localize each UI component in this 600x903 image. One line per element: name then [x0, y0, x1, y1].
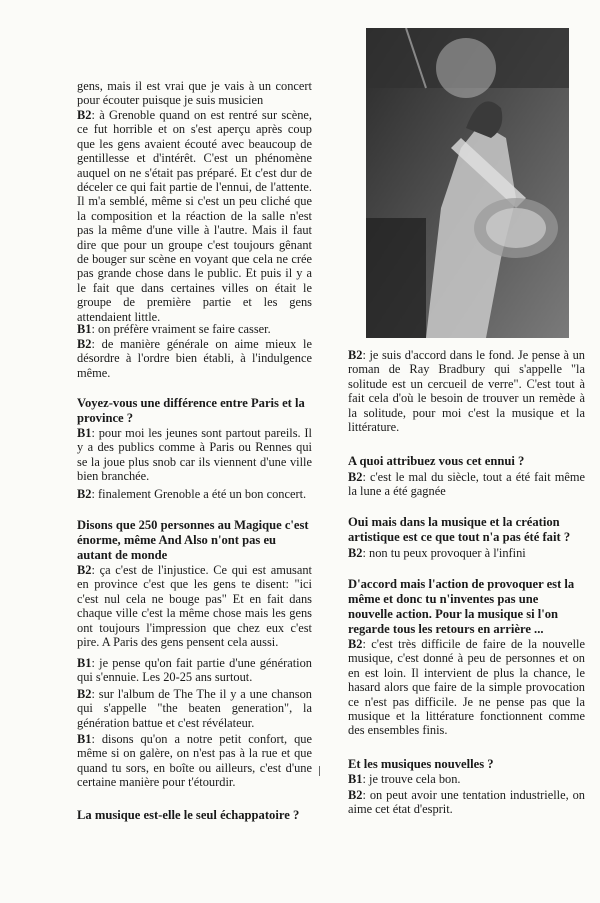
paragraph — [348, 772, 585, 786]
question-heading: A quoi attribuez vous cet ennui ? — [348, 454, 525, 468]
paragraph — [348, 637, 585, 738]
paragraph-text: : disons qu'on a notre petit confort, que même si on galère, on n'est pas à la rue et que quand tu sors, en boîte ou ailleurs, c'est d'une certaine manière pour t'étourdir. — [77, 732, 312, 790]
speaker-label: B2 — [77, 563, 92, 577]
question-heading: La musique est-elle le seul échappatoire ? — [77, 808, 300, 822]
paragraph-text: : on peut avoir une tentation industrielle, on aime cet état d'esprit. — [348, 788, 585, 817]
paragraph — [77, 732, 312, 790]
paragraph — [77, 108, 312, 324]
paragraph-text: : sur l'album de The The il y a une chanson qui s'appelle "the beaten generation", la génération battue et c'est révélateur. — [77, 687, 312, 730]
speaker-label: B2 — [348, 348, 363, 362]
question-heading: Oui mais dans la musique et la création artistique est ce que tout n'a pas été fait ? — [348, 515, 571, 544]
speaker-label: B1 — [77, 322, 92, 336]
paragraph-text: : on préfère vraiment se faire casser. — [91, 322, 271, 336]
question-heading: Voyez-vous une différence entre Paris et la province ? — [77, 396, 305, 425]
paragraph-text: : non tu peux provoquer à l'infini — [362, 546, 526, 560]
speaker-label: B2 — [77, 487, 92, 501]
paragraph-text: : pour moi les jeunes sont partout pareils. Il y a des publics comme à Paris ou Rennes qui se la joue plus snob car ils viennent d'une ville bien branchée. — [77, 426, 312, 484]
question-heading: Et les musiques nouvelles ? — [348, 757, 494, 771]
paragraph-text: : de manière générale on aime mieux le désordre à l'ordre bien établi, à l'indulgence même. — [77, 337, 312, 380]
speaker-label: B2 — [77, 108, 92, 122]
speaker-label: B2 — [77, 687, 92, 701]
speaker-label: B2 — [348, 637, 363, 651]
speaker-label: B2 — [348, 546, 363, 560]
speaker-label: B2 — [77, 337, 92, 351]
paragraph — [348, 546, 585, 560]
paragraph — [348, 348, 585, 434]
paragraph — [348, 788, 585, 817]
paragraph — [348, 470, 585, 499]
paragraph-text: : je suis d'accord dans le fond. Je pense à un roman de Ray Bradbury qui s'appelle "la solitude est un cercueil de verre". C'est tout à fait cela d'où le besoin de trouver un remède à la solitude, pour moi c'est la musique et la littérature. — [348, 348, 585, 435]
paragraph — [77, 337, 312, 380]
paragraph-text: : finalement Grenoble a été un bon concert. — [91, 487, 307, 501]
concert-photo-graphic — [366, 28, 569, 338]
speaker-label: B1 — [77, 732, 92, 746]
speaker-label: B2 — [348, 470, 363, 484]
speaker-label: B1 — [77, 656, 92, 670]
question-heading: Disons que 250 personnes au Magique c'est énorme, même And Also n'ont pas eu autant de monde — [77, 518, 309, 562]
paragraph-text: : je trouve cela bon. — [362, 772, 461, 786]
paragraph-text: : c'est le mal du siècle, tout a été fait même la lune a été gagnée — [348, 470, 585, 499]
paragraph — [77, 322, 312, 336]
paragraph-text: : à Grenoble quand on est rentré sur scène, ce fut horrible et on s'est aperçu après coup que les gens avaient écouté avec beaucoup de gentillesse et d'intérêt. C'est un phénomène auquel on ne s'était pas préparé. Et c'est dur de déceler ce qui fait partie de l'ennui, de l'attente. Il m'a semblé, même si c'est un peu cliché que la composition et la réaction de la salle n'est pas la même d'une ville à l'autre. Mais il faut dire que pour un groupe c'est toujours gênant de bouger sur scène en voyant que cela ne crée pas grande chose dans le public. Et puis il y a le fait que dans certaines villes on était le groupe de première partie et les gens attendaient little. — [77, 108, 312, 324]
speaker-label: B1 — [348, 772, 363, 786]
paragraph-text: : je pense qu'on fait partie d'une génération qui s'ennuie. Les 20-25 ans surtout. — [77, 656, 312, 685]
paragraph-text: : ça c'est de l'injustice. Ce qui est amusant en province c'est que les gens te disent: "ici c'est nul cela ne bouge pas" Et en fait dans chaque ville c'est la même chose mais les gens ont toujours l'impression que chez eux c'est pire. A Paris des gens pensent cela aussi. — [77, 563, 312, 650]
paragraph — [77, 563, 312, 649]
paragraph — [77, 426, 312, 484]
speaker-label: B1 — [77, 426, 92, 440]
speaker-label: B2 — [348, 788, 363, 802]
paragraph — [77, 487, 312, 501]
question-heading: D'accord mais l'action de provoquer est la même et donc tu n'inventes pas une nouvelle action. Pour la musique si l'on regarde tous les retours en arrière ... — [348, 577, 575, 636]
paragraph — [77, 656, 312, 685]
paragraph — [77, 687, 312, 730]
scan-mark — [319, 766, 320, 776]
paragraph: gens, mais il est vrai que je vais à un concert pour écouter puisque je suis musicien — [77, 79, 312, 108]
concert-photo — [366, 28, 569, 338]
paragraph-text: : c'est très difficile de faire de la nouvelle musique, c'est donné à peu de personnes et on en est loin. Il intervient de plus la chance, le hasard alors que faire de la simple provocation ce n'est pas difficile. Je ne pense pas que la musique et la littérature fonctionnent comme des ensembles finis. — [348, 637, 585, 738]
